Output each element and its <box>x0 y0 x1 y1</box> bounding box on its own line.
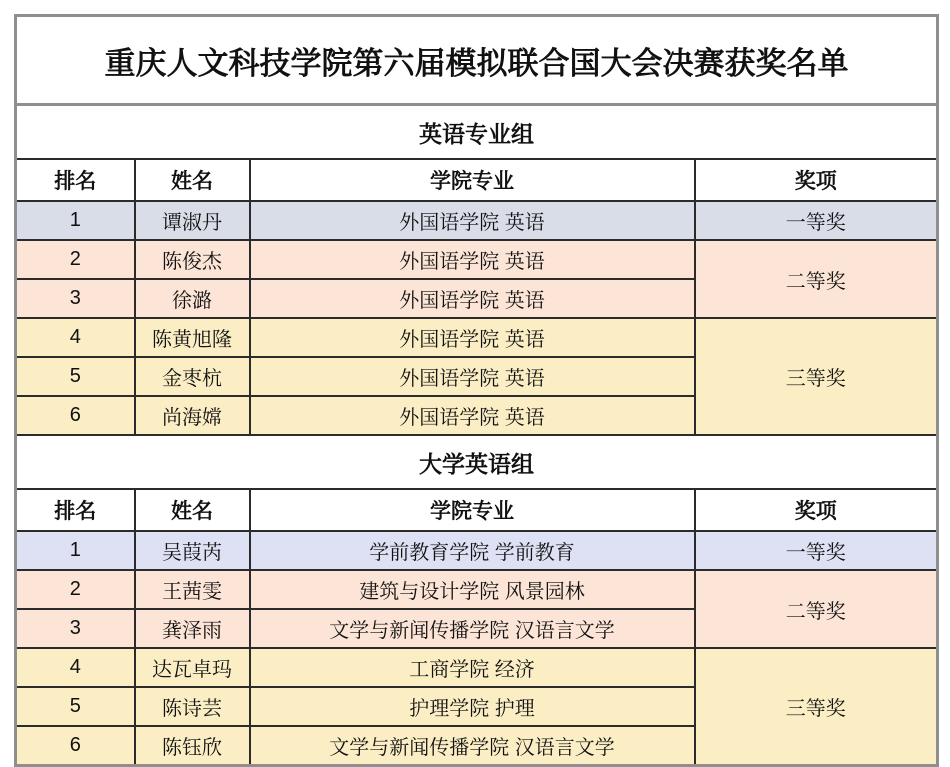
name-cell: 尚海嫦 <box>135 396 250 435</box>
name-cell: 陈诗芸 <box>135 687 250 726</box>
name-cell: 陈黄旭隆 <box>135 318 250 357</box>
table-row <box>16 648 938 687</box>
major-column-header: 学院专业 <box>250 159 695 201</box>
column-header-row <box>16 159 938 201</box>
award-cell-first-prize: 一等奖 <box>695 201 938 240</box>
award-cell-third-prize: 三等奖 <box>695 318 938 435</box>
awards-table <box>14 14 939 767</box>
rank-cell: 2 <box>16 240 135 279</box>
major-cell: 建筑与设计学院 风景园林 <box>250 570 695 609</box>
major-cell: 外国语学院 英语 <box>250 240 695 279</box>
award-cell-first-prize: 一等奖 <box>695 531 938 570</box>
rank-cell: 1 <box>16 531 135 570</box>
name-column-header: 姓名 <box>135 489 250 531</box>
name-cell: 王茜雯 <box>135 570 250 609</box>
major-cell: 外国语学院 英语 <box>250 279 695 318</box>
rank-cell: 4 <box>16 648 135 687</box>
major-cell: 外国语学院 英语 <box>250 318 695 357</box>
major-cell: 工商学院 经济 <box>250 648 695 687</box>
rank-cell: 1 <box>16 201 135 240</box>
section-header-english-major-group: 英语专业组 <box>16 105 938 160</box>
major-cell: 外国语学院 英语 <box>250 396 695 435</box>
major-cell: 学前教育学院 学前教育 <box>250 531 695 570</box>
table-row <box>16 240 938 279</box>
major-cell: 外国语学院 英语 <box>250 201 695 240</box>
major-cell: 外国语学院 英语 <box>250 357 695 396</box>
major-cell: 护理学院 护理 <box>250 687 695 726</box>
award-column-header: 奖项 <box>695 159 938 201</box>
table-row <box>16 531 938 570</box>
name-cell: 吴葭芮 <box>135 531 250 570</box>
rank-cell: 5 <box>16 687 135 726</box>
rank-column-header: 排名 <box>16 159 135 201</box>
name-cell: 陈俊杰 <box>135 240 250 279</box>
award-column-header: 奖项 <box>695 489 938 531</box>
section-header-college-english-group: 大学英语组 <box>16 435 938 489</box>
table-row <box>16 570 938 609</box>
rank-cell: 4 <box>16 318 135 357</box>
rank-cell: 5 <box>16 357 135 396</box>
rank-cell: 6 <box>16 726 135 766</box>
major-cell: 文学与新闻传播学院 汉语言文学 <box>250 609 695 648</box>
rank-cell: 3 <box>16 279 135 318</box>
award-cell-second-prize: 二等奖 <box>695 570 938 648</box>
name-cell: 徐潞 <box>135 279 250 318</box>
name-column-header: 姓名 <box>135 159 250 201</box>
rank-cell: 6 <box>16 396 135 435</box>
name-cell: 达瓦卓玛 <box>135 648 250 687</box>
rank-column-header: 排名 <box>16 489 135 531</box>
award-cell-third-prize: 三等奖 <box>695 648 938 766</box>
award-cell-second-prize: 二等奖 <box>695 240 938 318</box>
table-row <box>16 318 938 357</box>
name-cell: 金枣杭 <box>135 357 250 396</box>
major-cell: 文学与新闻传播学院 汉语言文学 <box>250 726 695 766</box>
rank-cell: 2 <box>16 570 135 609</box>
major-column-header: 学院专业 <box>250 489 695 531</box>
column-header-row <box>16 489 938 531</box>
rank-cell: 3 <box>16 609 135 648</box>
table-row <box>16 201 938 240</box>
name-cell: 陈钰欣 <box>135 726 250 766</box>
name-cell: 龚泽雨 <box>135 609 250 648</box>
page-title: 重庆人文科技学院第六届模拟联合国大会决赛获奖名单 <box>16 16 938 105</box>
name-cell: 谭淑丹 <box>135 201 250 240</box>
